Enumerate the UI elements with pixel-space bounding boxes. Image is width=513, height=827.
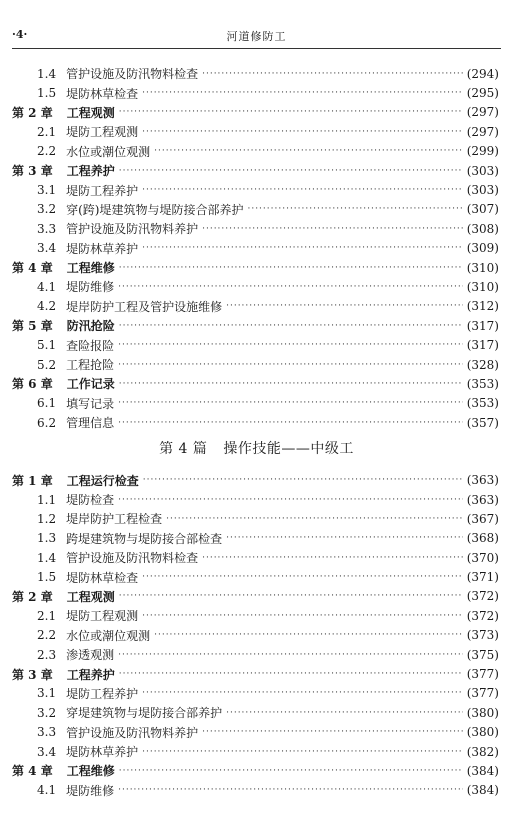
- entry-number: 6.1: [37, 396, 57, 411]
- leader-dots: [119, 669, 463, 679]
- toc-section-entry: [0, 567, 513, 586]
- entry-page: (375): [466, 647, 499, 662]
- toc-section-entry: [0, 413, 513, 432]
- entry-title: 堤防维修: [66, 783, 115, 798]
- entry-title: 工作记录: [66, 377, 115, 392]
- entry-title: 穿(跨)堤建筑物与堤防接合部养护: [66, 202, 244, 217]
- entry-page: (317): [466, 338, 499, 353]
- entry-number: 3.4: [37, 241, 57, 256]
- toc-chapter-entry: [0, 664, 513, 683]
- entry-title: 水位或潮位观测: [66, 144, 151, 159]
- leader-dots: [202, 224, 463, 234]
- toc-section-entry: [0, 490, 513, 509]
- toc-section-entry: [0, 355, 513, 374]
- entry-page: (310): [466, 279, 499, 294]
- entry-number: 5.2: [37, 357, 57, 372]
- toc-section-entry: [0, 606, 513, 625]
- leader-dots: [118, 398, 463, 408]
- entry-number: 3.2: [37, 202, 57, 217]
- entry-title: 管护设施及防汛物料养护: [66, 725, 199, 740]
- entry-page: (353): [466, 376, 499, 391]
- entry-page: (303): [466, 183, 499, 198]
- toc-section-entry: [0, 83, 513, 102]
- entry-page: (382): [466, 744, 499, 759]
- entry-number: 3.4: [37, 744, 57, 759]
- entry-number: 4.1: [37, 783, 57, 798]
- entry-number: 3.3: [37, 221, 57, 236]
- entry-number: 1.1: [37, 492, 57, 507]
- leader-dots: [166, 514, 463, 524]
- toc-section-entry: [0, 703, 513, 722]
- leader-dots: [202, 69, 463, 79]
- running-header: [12, 26, 501, 49]
- toc-section-entry: [0, 200, 513, 219]
- toc-section-entry: [0, 684, 513, 703]
- toc-section-entry: [0, 239, 513, 258]
- entry-number: 1.4: [37, 550, 57, 565]
- entry-number: 第 5 章: [12, 319, 53, 334]
- entry-title: 工程运行检查: [66, 473, 139, 488]
- entry-number: 4.1: [37, 279, 57, 294]
- leader-dots: [142, 185, 463, 195]
- entry-page: (384): [466, 763, 499, 778]
- entry-title: 工程维修: [66, 764, 115, 779]
- entry-page: (363): [466, 492, 499, 507]
- entry-title: 堤防维修: [66, 280, 115, 295]
- entry-title: 堤防工程养护: [66, 686, 139, 701]
- entry-number: 3.1: [37, 183, 57, 198]
- entry-page: (377): [466, 667, 499, 682]
- part-heading: [0, 432, 513, 470]
- leader-dots: [226, 708, 463, 718]
- entry-title: 工程观测: [66, 105, 115, 120]
- entry-number: 第 3 章: [12, 164, 53, 179]
- entry-title: 查险报险: [66, 338, 115, 353]
- entry-title: 穿堤建筑物与堤防接合部养护: [66, 706, 223, 721]
- entry-number: 3.1: [37, 686, 57, 701]
- toc-section-entry: [0, 122, 513, 141]
- toc-section-bottom: [0, 470, 513, 800]
- toc-chapter-entry: [0, 161, 513, 180]
- entry-page: (297): [466, 105, 499, 120]
- entry-title: 堤岸防护工程检查: [66, 512, 163, 527]
- entry-number: 第 4 章: [12, 764, 53, 779]
- toc-section-entry: [0, 180, 513, 199]
- entry-number: 第 6 章: [12, 377, 53, 392]
- leader-dots: [142, 127, 463, 137]
- leader-dots: [154, 146, 463, 156]
- entry-title: 堤防林草检查: [66, 570, 139, 585]
- toc-section-entry: [0, 548, 513, 567]
- entry-page: (380): [466, 725, 499, 740]
- entry-title: 堤防工程观测: [66, 609, 139, 624]
- entry-page: (368): [466, 531, 499, 546]
- toc-section-entry: [0, 297, 513, 316]
- toc-section-entry: [0, 277, 513, 296]
- leader-dots: [202, 553, 463, 563]
- toc-section-top: [0, 64, 513, 432]
- leader-dots: [118, 785, 463, 795]
- toc-chapter-entry: [0, 761, 513, 780]
- entry-number: 2.2: [37, 628, 57, 643]
- leader-dots: [118, 418, 463, 428]
- leader-dots: [119, 263, 463, 273]
- entry-number: 2.1: [37, 124, 57, 139]
- leader-dots: [118, 282, 463, 292]
- entry-title: 工程维修: [66, 261, 115, 276]
- entry-title: 管护设施及防汛物料养护: [66, 222, 199, 237]
- entry-number: 1.4: [37, 66, 57, 81]
- entry-page: (372): [466, 608, 499, 623]
- entry-number: 6.2: [37, 415, 57, 430]
- leader-dots: [142, 572, 463, 582]
- toc-chapter-entry: [0, 587, 513, 606]
- entry-number: 3.2: [37, 705, 57, 720]
- entry-title: 管护设施及防汛物料检查: [66, 551, 199, 566]
- leader-dots: [142, 88, 463, 98]
- entry-page: (370): [466, 550, 499, 565]
- leader-dots: [142, 611, 463, 621]
- toc-chapter-entry: [0, 470, 513, 489]
- toc-section-entry: [0, 142, 513, 161]
- leader-dots: [142, 688, 463, 698]
- entry-number: 2.2: [37, 144, 57, 159]
- entry-title: 渗透观测: [66, 648, 115, 663]
- leader-dots: [119, 166, 463, 176]
- toc-chapter-entry: [0, 316, 513, 335]
- leader-dots: [118, 495, 463, 505]
- toc-section-entry: [0, 219, 513, 238]
- entry-page: (317): [466, 318, 499, 333]
- toc-chapter-entry: [0, 374, 513, 393]
- entry-page: (310): [466, 260, 499, 275]
- entry-page: (373): [466, 628, 499, 643]
- leader-dots: [202, 727, 463, 737]
- entry-number: 1.5: [37, 570, 57, 585]
- toc-section-entry: [0, 781, 513, 800]
- leader-dots: [226, 301, 463, 311]
- leader-dots: [118, 650, 463, 660]
- entry-number: 第 2 章: [12, 589, 53, 604]
- entry-title: 工程抢险: [66, 358, 115, 373]
- running-title: 河道修防工: [226, 30, 287, 43]
- leader-dots: [119, 591, 463, 601]
- part-title: 操作技能——中级工: [223, 441, 354, 458]
- page-number: ·4·: [12, 28, 28, 41]
- entry-page: (377): [466, 686, 499, 701]
- entry-number: 4.2: [37, 299, 57, 314]
- entry-page: (353): [466, 396, 499, 411]
- table-of-contents: [0, 64, 513, 800]
- entry-title: 堤防林草养护: [66, 241, 139, 256]
- entry-title: 管护设施及防汛物料检查: [66, 67, 199, 82]
- entry-title: 水位或潮位观测: [66, 628, 151, 643]
- entry-page: (295): [466, 86, 499, 101]
- entry-page: (384): [466, 783, 499, 798]
- entry-title: 堤防检查: [66, 493, 115, 507]
- entry-page: (372): [466, 589, 499, 604]
- entry-title: 堤岸防护工程及管护设施维修: [66, 299, 223, 314]
- entry-title: 工程观测: [66, 589, 115, 604]
- toc-section-entry: [0, 742, 513, 761]
- entry-page: (312): [466, 299, 499, 314]
- toc-section-entry: [0, 723, 513, 742]
- toc-section-entry: [0, 626, 513, 645]
- entry-page: (307): [466, 202, 499, 217]
- leader-dots: [142, 243, 463, 253]
- entry-title: 工程养护: [66, 164, 115, 179]
- entry-page: (328): [466, 357, 499, 372]
- entry-number: 2.3: [37, 647, 57, 662]
- toc-section-entry: [0, 335, 513, 354]
- entry-page: (371): [466, 570, 499, 585]
- part-label: 第 4 篇: [159, 441, 208, 458]
- entry-number: 2.1: [37, 608, 57, 623]
- toc-section-entry: [0, 64, 513, 83]
- entry-page: (294): [466, 66, 499, 81]
- entry-number: 第 3 章: [12, 667, 53, 682]
- leader-dots: [154, 630, 463, 640]
- entry-title: 堤防工程养护: [66, 183, 139, 198]
- leader-dots: [247, 204, 462, 214]
- entry-number: 1.5: [37, 86, 57, 101]
- entry-page: (357): [466, 415, 499, 430]
- entry-page: (363): [466, 473, 499, 488]
- entry-number: 1.2: [37, 511, 57, 526]
- leader-dots: [142, 747, 463, 757]
- entry-page: (309): [466, 241, 499, 256]
- entry-page: (299): [466, 144, 499, 159]
- entry-number: 第 4 章: [12, 261, 53, 276]
- entry-page: (367): [466, 511, 499, 526]
- entry-page: (308): [466, 221, 499, 236]
- entry-title: 填写记录: [66, 396, 115, 411]
- entry-page: (380): [466, 705, 499, 720]
- entry-number: 第 2 章: [12, 105, 53, 120]
- leader-dots: [119, 379, 463, 389]
- leader-dots: [119, 766, 463, 776]
- entry-title: 堤防工程观测: [66, 125, 139, 140]
- entry-number: 1.3: [37, 531, 57, 546]
- toc-section-entry: [0, 645, 513, 664]
- toc-section-entry: [0, 529, 513, 548]
- leader-dots: [118, 340, 463, 350]
- entry-title: 跨堤建筑物与堤防接合部检查: [66, 531, 223, 546]
- leader-dots: [226, 533, 463, 543]
- toc-chapter-entry: [0, 103, 513, 122]
- entry-page: (297): [466, 124, 499, 139]
- toc-section-entry: [0, 394, 513, 413]
- toc-section-entry: [0, 509, 513, 528]
- entry-number: 第 1 章: [12, 473, 53, 488]
- entry-title: 管理信息: [66, 416, 115, 431]
- entry-number: 3.3: [37, 725, 57, 740]
- entry-page: (303): [466, 163, 499, 178]
- leader-dots: [143, 475, 463, 485]
- entry-title: 堤防林草检查: [66, 86, 139, 101]
- toc-chapter-entry: [0, 258, 513, 277]
- entry-title: 工程养护: [66, 667, 115, 682]
- entry-title: 防汛抢险: [66, 319, 115, 334]
- leader-dots: [119, 107, 463, 117]
- entry-number: 5.1: [37, 338, 57, 353]
- leader-dots: [119, 321, 463, 331]
- leader-dots: [118, 360, 463, 370]
- entry-title: 堤防林草养护: [66, 745, 139, 760]
